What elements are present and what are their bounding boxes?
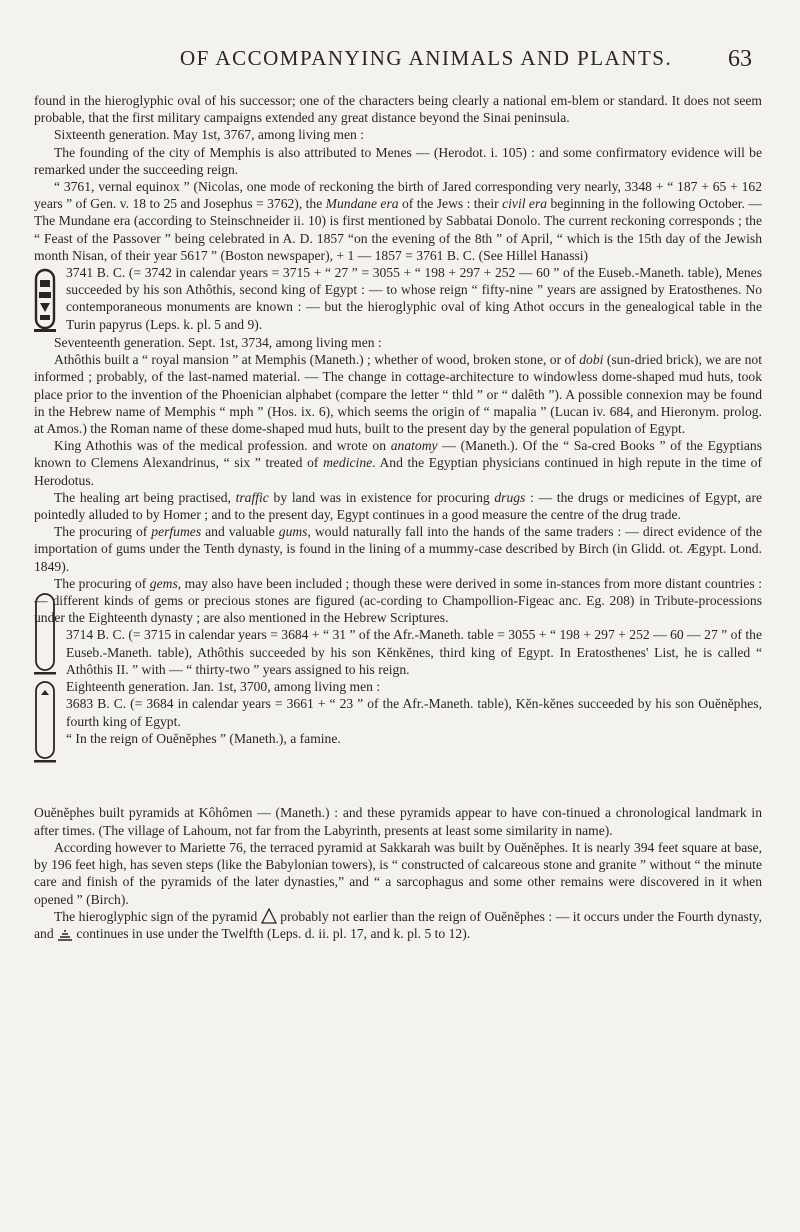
paragraph: The healing art being practised, traffic by land was in existence for procuring drugs : — the drugs or medicines of Egypt, are pointedly alluded to by Homer ; and to the present day, Egypt continues in a good measure the centre of the drug trade.: [34, 489, 762, 523]
hieroglyphic-oval-athothis: [34, 268, 56, 334]
paragraph: 3683 B. C. (= 3684 in calendar years = 3661 + “ 23 ” of the Afr.-Maneth. table), Kĕn-kĕnes succeeded by his son Ouĕnĕphes, fourth king of Egypt.: [66, 696, 762, 729]
generation-heading: Eighteenth generation. Jan. 1st, 3700, among living men :: [66, 679, 381, 695]
generation-heading: Seventeenth generation. Sept. 1st, 3734, among living men :: [54, 335, 382, 351]
paragraph: King Athothis was of the medical profession. and wrote on anatomy — (Maneth.). Of the “ Sa-cred Books ” of the Egyptians known to Clemens Alexandrinus, “ six ” treated of medicine. And the Egyptian physicians continued in high repute in the time of Herodotus.: [34, 438, 763, 488]
generation-heading: Sixteenth generation. May 1st, 3767, among living men :: [54, 127, 364, 143]
paragraph: The founding of the city of Memphis is also attributed to Menes — (Herodot. i. 105) : and some confirmatory evidence will be remarked under the succeeding reign.: [34, 144, 762, 177]
paragraph: The procuring of perfumes and valuable gums, would naturally fall into the hands of the same traders : — direct evidence of the importation of gums under the Tenth dynasty, is found in the lining of a mummy-case described by Birch (in Glidd. ot. Ægypt. Lond. 1849).: [34, 524, 762, 574]
stepped-pyramid-sign-icon: [57, 927, 73, 941]
paragraph: The hieroglyphic sign of the pyramid probably not earlier than the reign of Ouĕnĕphes : — it occurs under the Fourth dynasty, and continues in use under the Twelfth (Leps. d. ii. pl. 17, and k. pl. 5 to 12).: [34, 908, 762, 941]
page-number: 63: [728, 46, 752, 72]
paragraph: “ 3761, vernal equinox ” (Nicolas, one mode of reckoning the birth of Jared corresponding very nearly, 3348 + “ 187 + 65 + 162 years ” of Gen. v. 18 to 25 and Josephus = 3762), the Mundane era of the Jews : their civil era beginning in the following October. — The Mundane era (according to Steinschneider ii. 10) is first mentioned by Sabbatai Donolo. The current reckoning corresponds ; the “ Feast of the Passover ” being celebrated in A. D. 1857 “on the evening of the 8th ” of April, “ which is the 15th day of the Jewish month Nisan, of their year 5617 ” (Boston newspaper), + 1 — 1857 = 3761 B. C. (See Hillel Hanassi): [34, 179, 762, 263]
pyramid-sign-icon: [261, 908, 277, 924]
paragraph: Ouĕnĕphes built pyramids at Kôhômen — (Maneth.) : and these pyramids appear to have con-tinued a chronological landmark in after times. (The village of Lahoum, not far from the Labyrinth, presents at least some similarity in name).: [34, 805, 762, 838]
paragraph: Athôthis built a “ royal mansion ” at Memphis (Maneth.) ; whether of wood, broken stone, or of dobi (sun-dried brick), we are not informed ; probably, of the last-named material. — The change in cottage-architecture to windowless dome-shaped mud huts, took place prior to the invention of the Phoenician alphabet (compare the letter “ thld ” or “ dalêth ”). A possible connexion may be found in the Hebrew name of Memphis “ mph ” (Hos. ix. 6), which seems the origin of “ mapalia ” (Lucan iv. 684, and Hieronym. prolog. at Amos.) the Roman name of these dome-shaped mud huts, built to the present day by the general population of Egypt.: [34, 352, 762, 437]
paragraph: 3714 B. C. (= 3715 in calendar years = 3684 + “ 31 ” of the Afr.-Maneth. table = 3055 + “ 198 + 297 + 252 — 60 — 27 ” of the Euseb.-Maneth. table), Athôthis succeeded by his son Kĕnkĕnes, third king of Egypt. In Eratosthenes' List, he is called “ Athôthis II. ” with — “ thirty-two ” years assigned to his reign.: [66, 627, 762, 677]
paragraph: “ In the reign of Ouĕnĕphes ” (Maneth.), a famine.: [66, 730, 341, 746]
running-head: [60, 46, 760, 86]
paragraph: 3741 B. C. (= 3742 in calendar years = 3715 + “ 27 ” = 3055 + “ 198 + 297 + 252 — 60 ” of the Euseb.-Maneth. table), Menes succeeded by his son Athôthis, second king of Egypt : — to whose reign “ fifty-nine ” years are assigned by Eratosthenes. No contemporaneous monuments are known : — but the hieroglyphic oval of king Athot occurs in the genealogical table in the Turin papyrus (Leps. k. pl. 5 and 9).: [66, 265, 762, 332]
paragraph: found in the hieroglyphic oval of his successor; one of the characters being clearly a national em-blem or standard. It does not seem probable, that the first military campaigns extended any great distance beyond the Sinai peninsula.: [34, 93, 762, 126]
running-title: OF ACCOMPANYING ANIMALS AND PLANTS.: [180, 46, 673, 70]
cartouche-icon: [34, 268, 56, 334]
paragraph: According however to Mariette 76, the terraced pyramid at Sakkarah was built by Ouĕnĕphes. It is nearly 394 feet square at base, by 196 feet high, has seven steps (like the Babylonian towers), is “ constructed of calcareous stone and granite ” without “ the minute care and finish of the pyramids of the later dynasties,” and “ a sarcophagus and some other remains were discovered in it when opened ” (Birch).: [34, 839, 762, 907]
body-text: [34, 92, 762, 942]
paragraph: The procuring of gems, may also have been included ; though these were derived in some in-stances from more distant countries : — different kinds of gems or precious stones are figured (ac-cording to Champollion-Figeac anc. Eg. 208) in Tribute-processions under the Eighteenth dynasty ; are also mentioned in the Hebrew Scriptures.: [34, 575, 762, 626]
